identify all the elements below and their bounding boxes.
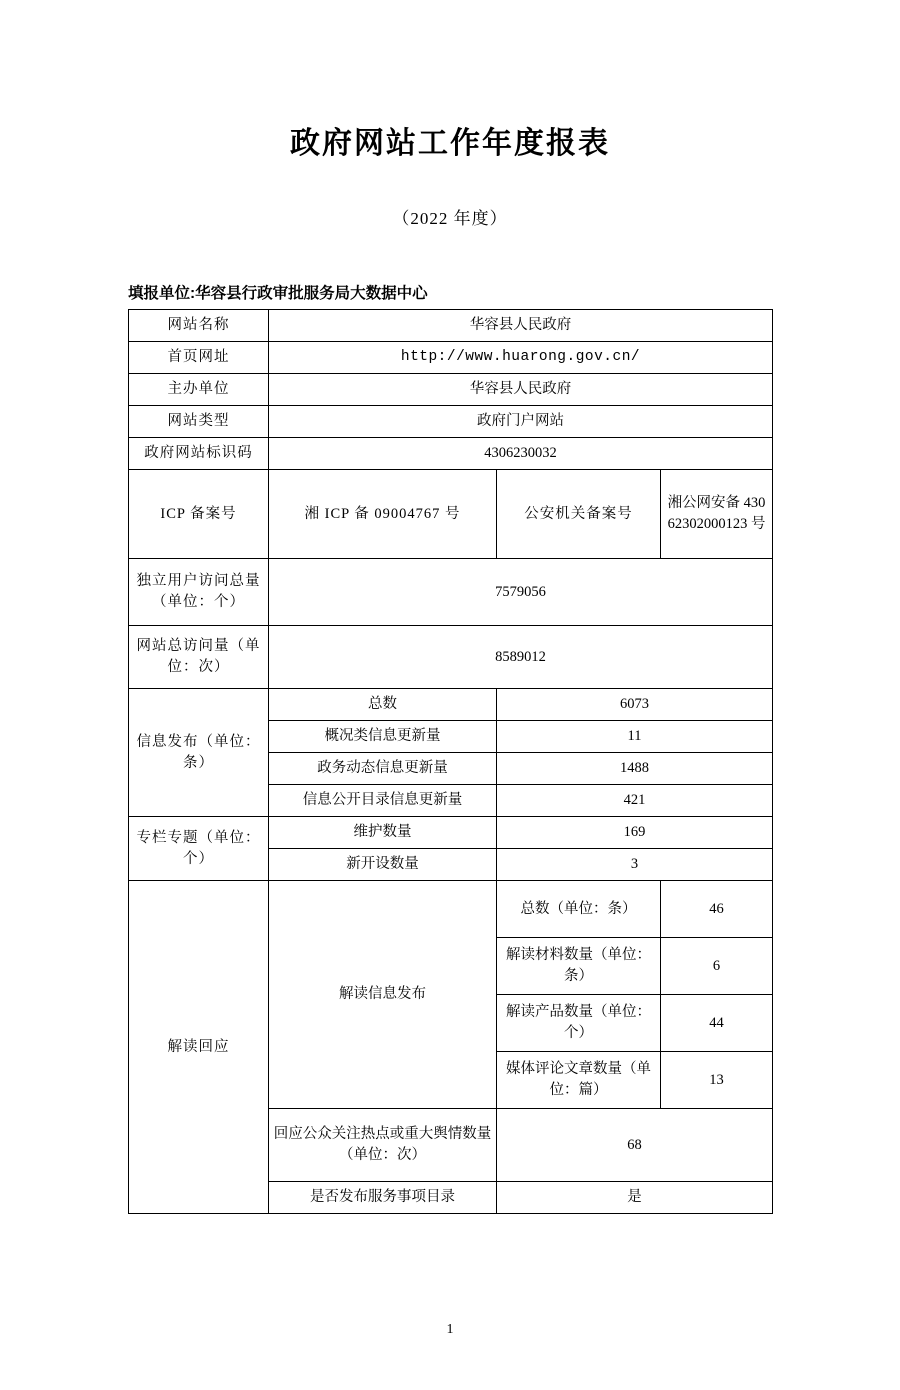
info-row-name: 概况类信息更新量 — [269, 721, 497, 753]
police-record-label: 公安机关备案号 — [497, 470, 661, 559]
table-row — [129, 881, 773, 938]
table-row — [129, 406, 773, 438]
homepage-label: 首页网址 — [129, 342, 269, 374]
sponsor-label: 主办单位 — [129, 374, 269, 406]
table-row — [129, 342, 773, 374]
service-catalog-label: 是否发布服务事项目录 — [269, 1182, 497, 1214]
police-record-value: 湘公网安备 43062302000123 号 — [661, 470, 773, 559]
site-name-value: 华容县人民政府 — [269, 310, 773, 342]
table-row — [129, 374, 773, 406]
info-row-value: 1488 — [497, 753, 773, 785]
icp-value: 湘 ICP 备 09004767 号 — [269, 470, 497, 559]
info-row-value: 6073 — [497, 689, 773, 721]
total-visits-value: 8589012 — [269, 626, 773, 689]
total-visits-label: 网站总访问量（单位：次） — [129, 626, 269, 689]
column-row-value: 3 — [497, 849, 773, 881]
table-row — [129, 438, 773, 470]
column-row-value: 169 — [497, 817, 773, 849]
table-row — [129, 559, 773, 626]
document-page — [0, 118, 900, 1390]
table-row — [129, 689, 773, 721]
filer-unit: 填报单位:华容县行政审批服务局大数据中心 — [128, 285, 428, 302]
unique-visitors-label: 独立用户访问总量（单位：个） — [129, 559, 269, 626]
table-row — [129, 310, 773, 342]
interpret-row-value: 13 — [661, 1052, 773, 1109]
interpret-row-value: 46 — [661, 881, 773, 938]
info-publish-label: 信息发布（单位：条） — [129, 689, 269, 817]
info-row-name: 总数 — [269, 689, 497, 721]
table-row — [129, 817, 773, 849]
hotspot-response-value: 68 — [497, 1109, 773, 1182]
page-number: 1 — [446, 1322, 454, 1337]
site-code-value: 4306230032 — [269, 438, 773, 470]
info-row-name: 政务动态信息更新量 — [269, 753, 497, 785]
interpret-publish-label: 解读信息发布 — [269, 881, 497, 1109]
page-subtitle: （2022 年度） — [392, 209, 508, 228]
info-row-name: 信息公开目录信息更新量 — [269, 785, 497, 817]
site-type-label: 网站类型 — [129, 406, 269, 438]
site-type-value: 政府门户网站 — [269, 406, 773, 438]
info-row-value: 421 — [497, 785, 773, 817]
interpret-row-value: 6 — [661, 938, 773, 995]
interpret-row-name: 总数（单位：条） — [497, 881, 661, 938]
column-topic-label: 专栏专题（单位：个） — [129, 817, 269, 881]
site-name-label: 网站名称 — [129, 310, 269, 342]
unique-visitors-value: 7579056 — [269, 559, 773, 626]
interpret-response-label: 解读回应 — [129, 881, 269, 1214]
annual-report-table — [128, 309, 773, 1214]
interpret-row-name: 媒体评论文章数量（单位：篇） — [497, 1052, 661, 1109]
table-row — [129, 470, 773, 559]
icp-label: ICP 备案号 — [129, 470, 269, 559]
page-title: 政府网站工作年度报表 — [290, 127, 610, 160]
interpret-row-name: 解读材料数量（单位：条） — [497, 938, 661, 995]
sponsor-value: 华容县人民政府 — [269, 374, 773, 406]
homepage-value: http://www.huarong.gov.cn/ — [269, 342, 773, 374]
info-row-value: 11 — [497, 721, 773, 753]
column-row-name: 新开设数量 — [269, 849, 497, 881]
service-catalog-value: 是 — [497, 1182, 773, 1214]
column-row-name: 维护数量 — [269, 817, 497, 849]
site-code-label: 政府网站标识码 — [129, 438, 269, 470]
hotspot-response-label: 回应公众关注热点或重大舆情数量（单位：次） — [269, 1109, 497, 1182]
interpret-row-value: 44 — [661, 995, 773, 1052]
table-row — [129, 626, 773, 689]
interpret-row-name: 解读产品数量（单位：个） — [497, 995, 661, 1052]
